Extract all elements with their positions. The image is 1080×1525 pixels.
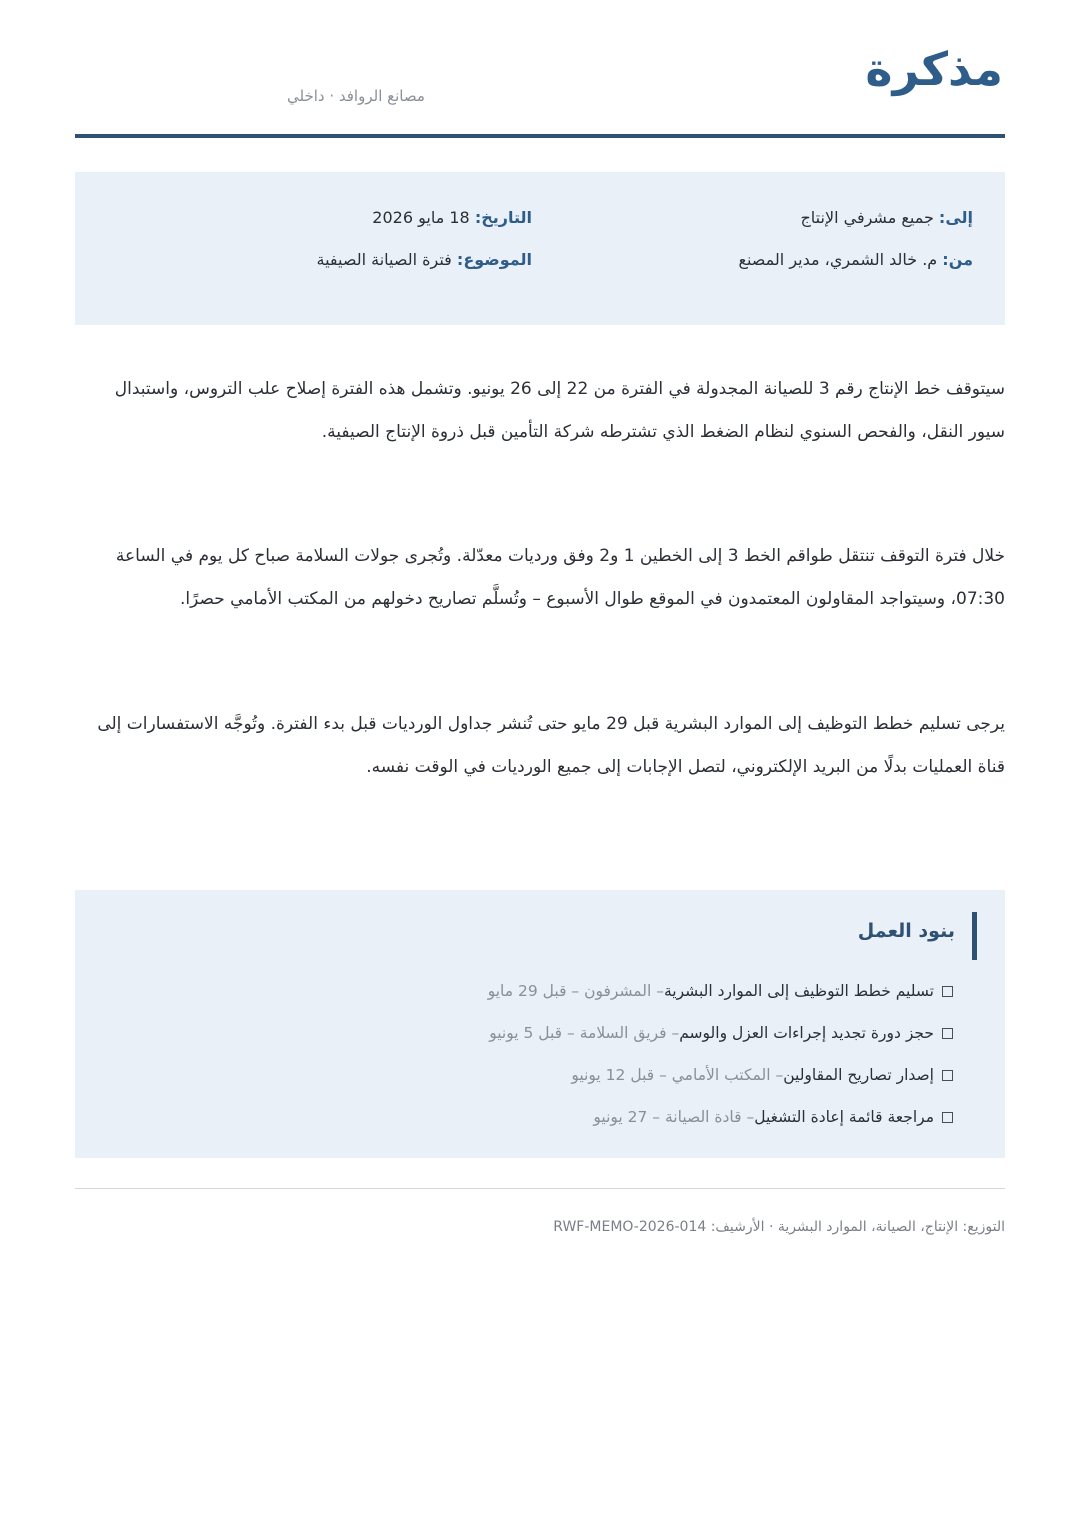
action-item [488, 1054, 953, 1096]
action-item-task: تسليم خطط التوظيف إلى الموارد البشرية [663, 982, 934, 1000]
subject-value: فترة الصيانة الصيفية [316, 250, 457, 269]
checkbox-icon [942, 1070, 953, 1081]
from-field [738, 250, 973, 269]
action-items-list [488, 970, 953, 1138]
body-paragraph: خلال فترة التوقف تنتقل طواقم الخط 3 إلى الخطين 1 و2 وفق ورديات معدّلة. وتُجرى جولات السلامة صباح كل يوم في الساعة 07:30، وسيتواجد المقاولون المعتمدون في الموقع طوال الأسبوع – وتُسلَّم تصاريح دخولهم من المكتب الأمامي حصرًا. [115, 546, 1005, 609]
memo-info-box [75, 172, 1005, 325]
checkbox-icon [942, 1112, 953, 1123]
action-item-meta: – المشرفون – قبل 29 مايو [487, 982, 664, 1000]
header-divider [75, 134, 1005, 138]
organization-label: مصانع الروافد · داخلي [287, 87, 425, 105]
action-item-meta: – قادة الصيانة – 27 يونيو [593, 1108, 755, 1126]
from-label: من: [942, 250, 973, 269]
action-item [488, 1096, 953, 1138]
action-items-box [75, 890, 1005, 1158]
action-items-title: بنود العمل [857, 920, 955, 942]
to-label: إلى: [938, 208, 973, 227]
action-item-meta: – فريق السلامة – قبل 5 يونيو [489, 1024, 680, 1042]
action-item-task: إصدار تصاريح المقاولين [783, 1066, 934, 1084]
memo-title: مذكرة [865, 42, 1003, 96]
action-item [488, 970, 953, 1012]
memo-page [75, 0, 1005, 1235]
section-accent-bar [972, 912, 977, 960]
date-label: التاريخ: [474, 208, 532, 227]
subject-label: الموضوع: [456, 250, 532, 269]
checkbox-icon [942, 1028, 953, 1039]
action-item [488, 1012, 953, 1054]
body-paragraph: يرجى تسليم خطط التوظيف إلى الموارد البشرية قبل 29 مايو حتى تُنشر جداول الورديات قبل بدء الفترة. وتُوجَّه الاستفسارات إلى قناة العمليات بدلًا من البريد الإلكتروني، لتصل الإجابات إلى جميع الورديات في الوقت نفسه. [97, 714, 1005, 777]
action-item-meta: – المكتب الأمامي – قبل 12 يونيو [571, 1066, 784, 1084]
body-paragraph: سيتوقف خط الإنتاج رقم 3 للصيانة المجدولة في الفترة من 22 إلى 26 يونيو. وتشمل هذه الفترة إصلاح علب التروس، واستبدال سيور النقل، والفحص السنوي لنظام الضغط الذي تشترطه شركة التأمين قبل ذروة الإنتاج الصيفية. [114, 379, 1005, 442]
action-item-task: حجز دورة تجديد إجراءات العزل والوسم [679, 1024, 934, 1042]
footer-divider [75, 1188, 1005, 1189]
distribution-footer: التوزيع: الإنتاج، الصيانة، الموارد البشرية · الأرشيف: RWF-MEMO-2026-014 [553, 1219, 1005, 1235]
date-field [372, 208, 532, 227]
date-value: 18 مايو 2026 [372, 208, 475, 227]
to-field [800, 208, 973, 227]
memo-header [75, 0, 1005, 138]
to-value: جميع مشرفي الإنتاج [800, 208, 939, 227]
action-item-task: مراجعة قائمة إعادة التشغيل [754, 1108, 934, 1126]
checkbox-icon [942, 986, 953, 997]
from-value: م. خالد الشمري، مدير المصنع [738, 250, 943, 269]
subject-field [317, 250, 532, 269]
